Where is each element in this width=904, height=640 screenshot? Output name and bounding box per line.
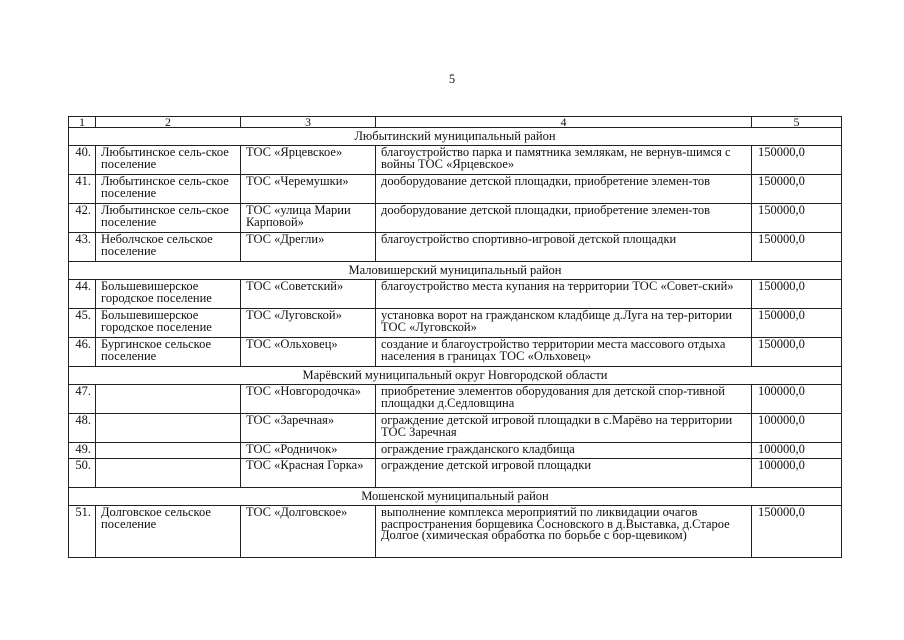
column-number: 1 bbox=[69, 117, 96, 128]
tos-cell: ТОС «Красная Горка» bbox=[241, 459, 376, 488]
settlement-cell: Бургинское сельское поселение bbox=[96, 338, 241, 367]
tos-cell: ТОС «Новгородочка» bbox=[241, 385, 376, 414]
row-number: 41. bbox=[69, 175, 96, 204]
description-cell: ограждение гражданского кладбища bbox=[376, 443, 752, 459]
row-number: 48. bbox=[69, 414, 96, 443]
section-title: Любытинский муниципальный район bbox=[69, 128, 842, 146]
table-row bbox=[69, 459, 842, 488]
settlement-cell: Долговское сельское поселение bbox=[96, 506, 241, 558]
amount-cell: 100000,0 bbox=[752, 414, 842, 443]
row-number: 40. bbox=[69, 146, 96, 175]
row-number: 44. bbox=[69, 280, 96, 309]
amount-cell: 100000,0 bbox=[752, 443, 842, 459]
amount-cell: 150000,0 bbox=[752, 309, 842, 338]
amount-cell: 150000,0 bbox=[752, 146, 842, 175]
description-cell: создание и благоустройство территории места массового отдыха населения в границах ТОС «Ольховец» bbox=[376, 338, 752, 367]
section-header bbox=[69, 262, 842, 280]
tos-cell: ТОС «Советский» bbox=[241, 280, 376, 309]
settlement-cell bbox=[96, 443, 241, 459]
tos-cell: ТОС «Луговской» bbox=[241, 309, 376, 338]
column-number-row bbox=[69, 117, 842, 128]
section-title: Марёвский муниципальный округ Новгородской области bbox=[69, 367, 842, 385]
table-row bbox=[69, 280, 842, 309]
description-cell: благоустройство места купания на территории ТОС «Совет-ский» bbox=[376, 280, 752, 309]
table-row bbox=[69, 204, 842, 233]
row-number: 46. bbox=[69, 338, 96, 367]
description-cell: установка ворот на гражданском кладбище д.Луга на тер-ритории ТОС «Луговской» bbox=[376, 309, 752, 338]
amount-cell: 100000,0 bbox=[752, 385, 842, 414]
settlement-cell: Неболчское сельское поселение bbox=[96, 233, 241, 262]
table-row bbox=[69, 309, 842, 338]
section-header bbox=[69, 367, 842, 385]
tos-cell: ТОС «Черемушки» bbox=[241, 175, 376, 204]
settlement-cell bbox=[96, 414, 241, 443]
column-number: 4 bbox=[376, 117, 752, 128]
table-row bbox=[69, 146, 842, 175]
amount-cell: 150000,0 bbox=[752, 338, 842, 367]
amount-cell: 150000,0 bbox=[752, 175, 842, 204]
tos-cell: ТОС «улица Марии Карповой» bbox=[241, 204, 376, 233]
section-title: Мошенской муниципальный район bbox=[69, 488, 842, 506]
tos-cell: ТОС «Дрегли» bbox=[241, 233, 376, 262]
description-cell: благоустройство спортивно-игровой детской площадки bbox=[376, 233, 752, 262]
column-number: 2 bbox=[96, 117, 241, 128]
amount-cell: 150000,0 bbox=[752, 204, 842, 233]
description-cell: дооборудование детской площадки, приобретение элемен-тов bbox=[376, 175, 752, 204]
section-header bbox=[69, 488, 842, 506]
column-number: 3 bbox=[241, 117, 376, 128]
row-number: 47. bbox=[69, 385, 96, 414]
table-row bbox=[69, 414, 842, 443]
description-cell: благоустройство парка и памятника землякам, не вернув-шимся с войны ТОС «Ярцевское» bbox=[376, 146, 752, 175]
table-row bbox=[69, 175, 842, 204]
description-cell: приобретение элементов оборудования для детской спор-тивной площадки д.Седловщина bbox=[376, 385, 752, 414]
row-number: 43. bbox=[69, 233, 96, 262]
settlement-cell: Большевишерское городское поселение bbox=[96, 309, 241, 338]
section-header bbox=[69, 128, 842, 146]
tos-cell: ТОС «Заречная» bbox=[241, 414, 376, 443]
description-cell: ограждение детской игровой площадки bbox=[376, 459, 752, 488]
row-number: 51. bbox=[69, 506, 96, 558]
amount-cell: 150000,0 bbox=[752, 280, 842, 309]
table-row bbox=[69, 443, 842, 459]
description-cell: дооборудование детской площадки, приобретение элемен-тов bbox=[376, 204, 752, 233]
tos-cell: ТОС «Родничок» bbox=[241, 443, 376, 459]
table-row bbox=[69, 338, 842, 367]
settlement-cell bbox=[96, 459, 241, 488]
tos-funding-table bbox=[68, 116, 842, 558]
table-row bbox=[69, 233, 842, 262]
description-cell: ограждение детской игровой площадки в с.Марёво на территории ТОС Заречная bbox=[376, 414, 752, 443]
settlement-cell: Любытинское сель-ское поселение bbox=[96, 204, 241, 233]
tos-cell: ТОС «Ольховец» bbox=[241, 338, 376, 367]
settlement-cell: Большевишерское городское поселение bbox=[96, 280, 241, 309]
row-number: 42. bbox=[69, 204, 96, 233]
column-number: 5 bbox=[752, 117, 842, 128]
settlement-cell bbox=[96, 385, 241, 414]
table-row bbox=[69, 385, 842, 414]
page-number: 5 bbox=[448, 72, 456, 86]
row-number: 50. bbox=[69, 459, 96, 488]
tos-cell: ТОС «Долговское» bbox=[241, 506, 376, 558]
amount-cell: 150000,0 bbox=[752, 233, 842, 262]
description-cell: выполнение комплекса мероприятий по ликвидации очагов распространения борщевика Сосновского в д.Выставка, д.Старое Долгое (химическая обработка по борьбе с бор-щевиком) bbox=[376, 506, 752, 558]
settlement-cell: Любытинское сель-ское поселение bbox=[96, 146, 241, 175]
table-row bbox=[69, 506, 842, 558]
row-number: 45. bbox=[69, 309, 96, 338]
amount-cell: 150000,0 bbox=[752, 506, 842, 558]
tos-cell: ТОС «Ярцевское» bbox=[241, 146, 376, 175]
section-title: Маловишерский муниципальный район bbox=[69, 262, 842, 280]
row-number: 49. bbox=[69, 443, 96, 459]
settlement-cell: Любытинское сель-ское поселение bbox=[96, 175, 241, 204]
amount-cell: 100000,0 bbox=[752, 459, 842, 488]
